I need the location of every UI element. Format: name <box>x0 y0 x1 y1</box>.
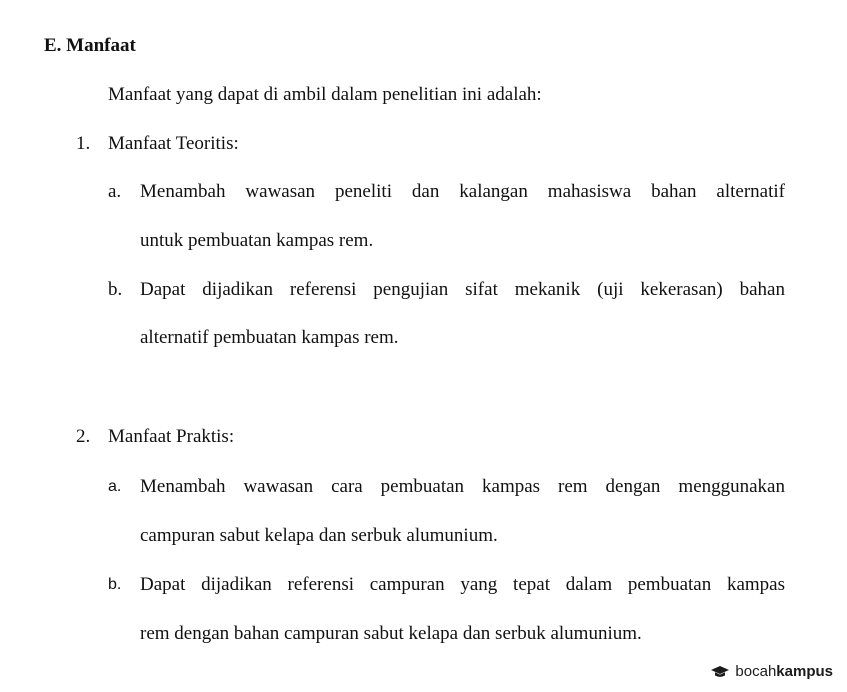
section-1-title: Manfaat Teoritis: <box>108 133 239 154</box>
section-heading: E. Manfaat <box>44 35 136 56</box>
section-2-item-a-marker: a. <box>108 478 122 495</box>
section-2-item-a-line1: Menambah wawasan cara pembuatan kampas rem dengan menggunakan <box>140 476 785 497</box>
section-1-item-a-line2: untuk pembuatan kampas rem. <box>140 230 374 251</box>
section-1-item-b-line2: alternatif pembuatan kampas rem. <box>140 327 399 348</box>
section-1-item-b-line1: Dapat dijadikan referensi pengujian sifat mekanik (uji kekerasan) bahan <box>140 279 785 300</box>
section-1-item-a-line1: Menambah wawasan peneliti dan kalangan mahasiswa bahan alternatif <box>140 181 785 202</box>
section-1-number: 1. <box>76 133 91 154</box>
section-2-item-b-line1: Dapat dijadikan referensi campuran yang tepat dalam pembuatan kampas <box>140 574 785 595</box>
section-2-item-a-line2: campuran sabut kelapa dan serbuk alumunium. <box>140 525 498 546</box>
bocahkampus-watermark <box>710 663 833 680</box>
section-1-item-b-marker: b. <box>108 279 123 300</box>
section-1-item-a-marker: a. <box>108 181 122 202</box>
section-2-title: Manfaat Praktis: <box>108 426 235 447</box>
intro-paragraph: Manfaat yang dapat di ambil dalam penelitian ini adalah: <box>108 84 542 105</box>
section-2-item-b-marker: b. <box>108 576 122 593</box>
watermark-text-light: bocah <box>735 663 777 680</box>
watermark-text-bold: kampus <box>776 663 833 680</box>
graduation-cap-icon <box>710 665 730 679</box>
section-2-number: 2. <box>76 426 91 447</box>
section-2-item-b-line2: rem dengan bahan campuran sabut kelapa dan serbuk alumunium. <box>140 623 642 644</box>
